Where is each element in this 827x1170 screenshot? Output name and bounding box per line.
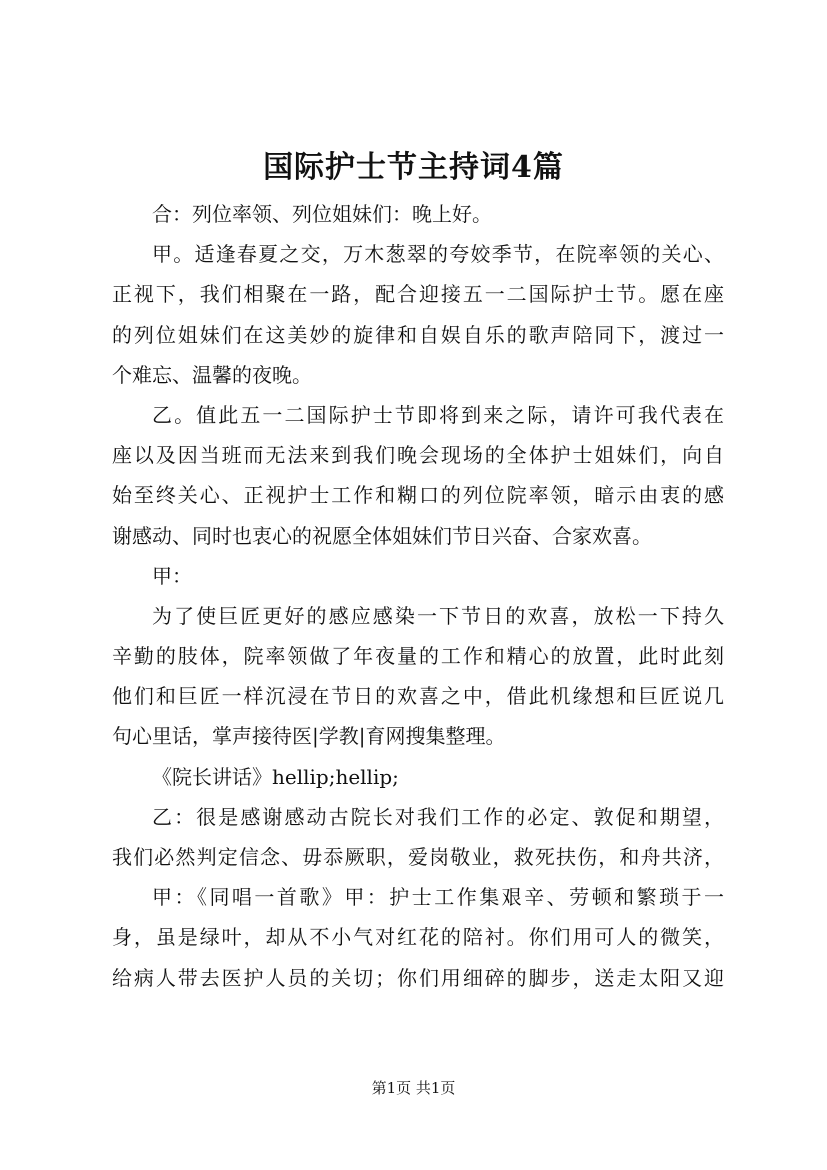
body-line: 乙。值此五一二国际护士节即将到来之际，请许可我代表在 <box>152 402 724 427</box>
document-title: 国际护士节主持词4篇 <box>263 150 564 185</box>
body-line: 句心里话，掌声接待医|学教|育网搜集整理。 <box>112 724 506 749</box>
document-body <box>112 194 724 998</box>
body-line: 甲： <box>152 563 192 588</box>
body-line: 给病人带去医护人员的关切；你们用细碎的脚步，送走太阳又迎 <box>112 965 724 990</box>
body-line: 始至终关心、正视护士工作和糊口的列位院率领，暗示由衷的感 <box>112 483 724 508</box>
body-line: 《院长讲话》hellip;hellip; <box>152 764 399 789</box>
body-line: 他们和巨匠一样沉浸在节日的欢喜之中，借此机缘想和巨匠说几 <box>112 684 724 709</box>
body-line: 合：列位率领、列位姐妹们：晚上好。 <box>152 202 492 226</box>
body-line: 为了使巨匠更好的感应感染一下节日的欢喜，放松一下持久 <box>152 603 724 628</box>
body-line: 甲。适逢春夏之交，万木葱翠的夸姣季节，在院率领的关心、 <box>152 242 724 267</box>
body-line: 乙：很是感谢感动古院长对我们工作的必定、敦促和期望， <box>152 804 724 829</box>
body-line: 的列位姐妹们在这美妙的旋律和自娱自乐的歌声陪同下，渡过一 <box>112 322 724 347</box>
body-line: 辛勤的肢体，院率领做了年夜量的工作和精心的放置，此时此刻 <box>112 644 724 669</box>
body-line: 我们必然判定信念、毋忝厥职，爱岗敬业，救死扶伤，和舟共济， <box>112 845 724 869</box>
body-line: 个难忘、温馨的夜晚。 <box>112 362 312 387</box>
page-footer: 第1页 共1页 <box>371 1079 456 1097</box>
body-line: 正视下，我们相聚在一路，配合迎接五一二国际护士节。愿在座 <box>112 282 724 307</box>
body-line: 甲：《同唱一首歌》甲：护士工作集艰辛、劳顿和繁琐于一 <box>152 885 724 910</box>
body-line: 身，虽是绿叶，却从不小气对红花的陪衬。你们用可人的微笑， <box>112 925 724 950</box>
body-line: 座以及因当班而无法来到我们晚会现场的全体护士姐妹们，向自 <box>112 443 724 468</box>
body-line: 谢感动、同时也衷心的祝愿全体姐妹们节日兴奋、合家欢喜。 <box>112 523 652 548</box>
